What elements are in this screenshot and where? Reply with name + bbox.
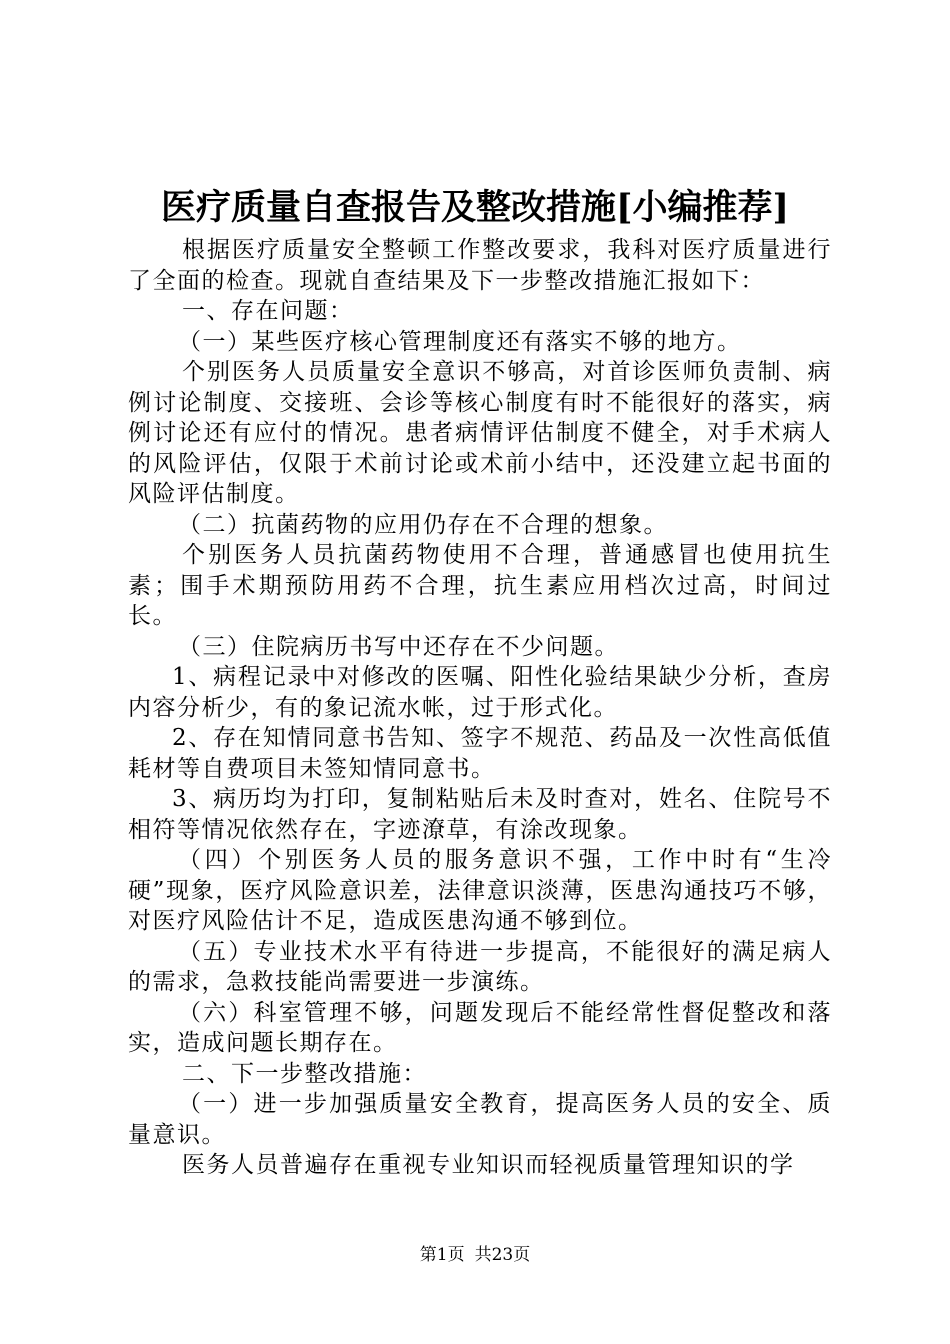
document-body — [128, 235, 832, 1181]
section-heading-measures: 二、下一步整改措施： — [182, 1060, 427, 1087]
section-heading-problems: 一、存在问题： — [182, 298, 354, 324]
subheading-5: （五）专业技术水平有待进一步提高，不能很好的满足病人的需求，急救技能尚需要进一步演练。 — [128, 938, 832, 995]
list-item: 1、病程记录中对修改的医嘱、阳性化验结果缺少分析，查房内容分析少，有的象记流水帐，过于形式化。 — [128, 664, 832, 721]
list-item: 3、病历均为打印，复制粘贴后未及时查对，姓名、住院号不相符等情况依然存在，字迹潦草，有涂改现象。 — [128, 786, 832, 843]
subheading-6: （六）科室管理不够，问题发现后不能经常性督促整改和落实，造成问题长期存在。 — [128, 999, 832, 1056]
document-title: 医疗质量自查报告及整改措施[小编推荐] — [160, 187, 790, 228]
subheading-3: （三）住院病历书写中还存在不少问题。 — [178, 633, 619, 660]
page-total: 共23页 — [474, 1245, 531, 1265]
paragraph: 医务人员普遍存在重视专业知识而轻视质量管理知识的学 — [182, 1152, 795, 1178]
paragraph: 个别医务人员抗菌药物使用不合理，普通感冒也使用抗生素；围手术期预防用药不合理，抗生素应用档次过高，时间过长。 — [128, 542, 832, 629]
paragraph-intro: 根据医疗质量安全整顿工作整改要求，我科对医疗质量进行了全面的检查。现就自查结果及下一步整改措施汇报如下： — [128, 237, 832, 294]
subheading-measure-1: （一）进一步加强质量安全教育，提高医务人员的安全、质量意识。 — [128, 1091, 832, 1148]
subheading-2: （二）抗菌药物的应用仍存在不合理的想象。 — [178, 511, 668, 538]
subheading-1: （一）某些医疗核心管理制度还有落实不够的地方。 — [178, 328, 742, 355]
list-item: 2、存在知情同意书告知、签字不规范、药品及一次性高低值耗材等自费项目未签知情同意书。 — [128, 725, 832, 782]
page-footer — [0, 1243, 950, 1267]
page-number: 第1页 — [419, 1245, 465, 1265]
subheading-4: （四）个别医务人员的服务意识不强，工作中时有“生冷硬”现象，医疗风险意识差，法律意识淡薄，医患沟通技巧不够，对医疗风险估计不足，造成医患沟通不够到位。 — [128, 847, 832, 934]
paragraph: 个别医务人员质量安全意识不够高，对首诊医师负责制、病例讨论制度、交接班、会诊等核心制度有时不能很好的落实，病例讨论还有应付的情况。患者病情评估制度不健全，对手术病人的风险评估，仅限于术前讨论或术前小结中，还没建立起书面的风险评估制度。 — [128, 359, 832, 507]
